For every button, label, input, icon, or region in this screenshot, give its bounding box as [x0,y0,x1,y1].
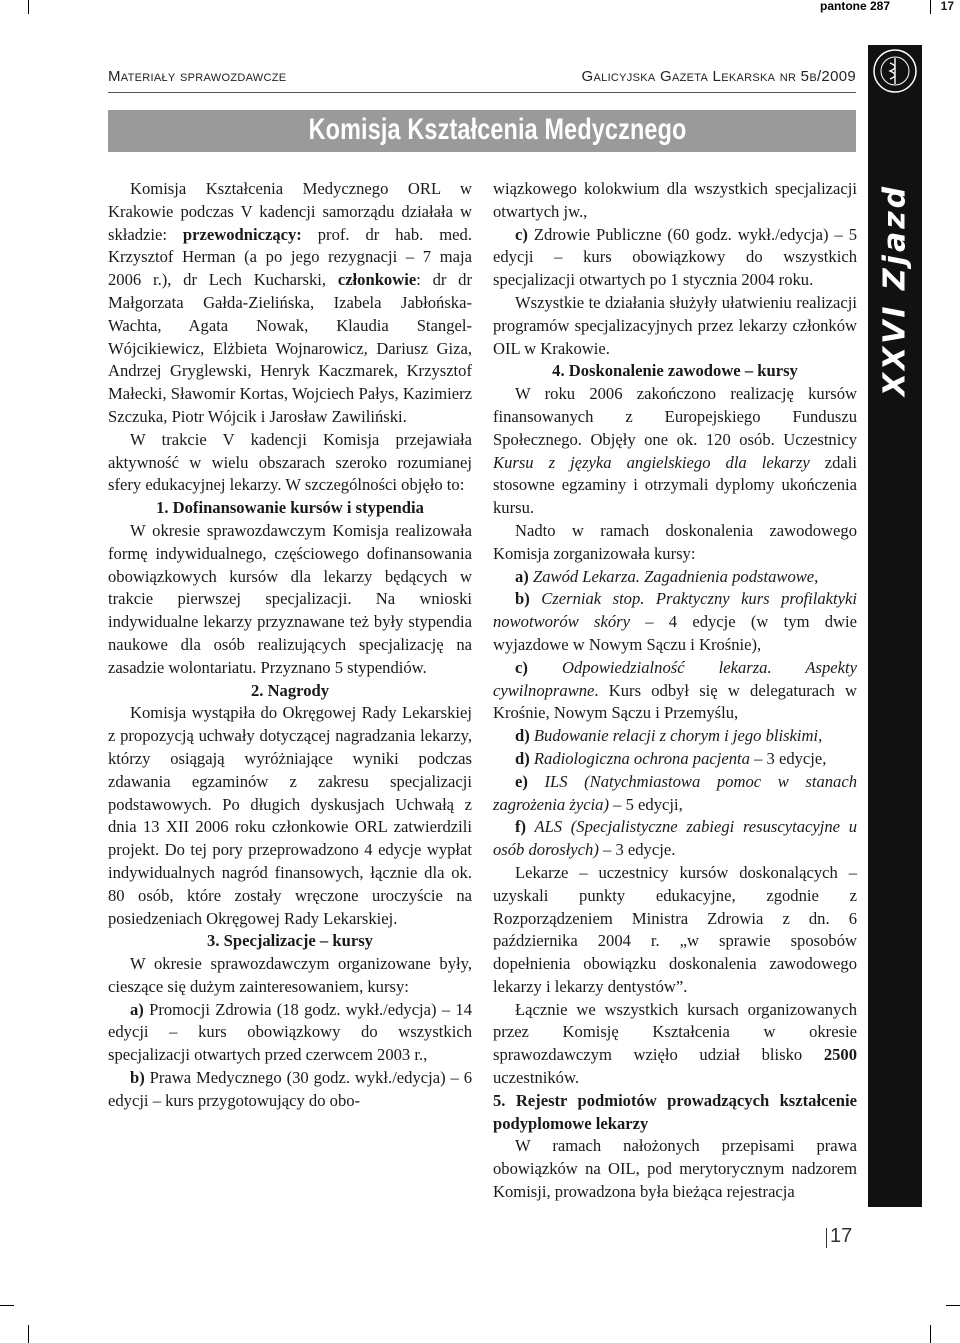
paragraph: W trakcie V kadencji Komisja przejawiała aktywność w wielu obszarach szeroko rozumianej sfery edukacyjnej lekarzy. W szczególności objęło to: [108,429,472,495]
list-item [493,816,857,862]
crop-mark [946,1305,960,1306]
text-run: ILS (Natychmiastowa pomoc w stanach zagrożenia życia) [493,771,857,814]
paragraph: W okresie sprawozdawczym Komisja realizowała formę indywidualnego, częściowego dofinansowania obowiązkowych kursów dla lekarzy będących w trakcie pierwszej specjalizacji. Na wnioski indywidualne lekarzy przyznawane też były stypendia naukowe dla osób realizujących specjalizację na zasadzie wolontariatu. Przyznano 5 stypendiów. [108,520,472,677]
list-label: d) [515,748,530,768]
section-heading: 4. Doskonalenie zawodowe – kursy [552,361,798,381]
text-run: Zawód Lekarza. Zagadnienia podstawowe, [528,566,819,586]
paragraph [493,383,857,520]
page-number-rule [826,1228,827,1248]
text-run: – 3 edycje, [749,748,827,768]
list-label: b) [515,589,530,609]
text-run: członkowie [337,270,417,290]
right-column [493,178,857,1204]
crop-mark [930,0,931,14]
text-run: Budowanie relacji z chorym i jego bliskimi, [529,726,823,746]
text-run: zdali stosowne egzaminy i otrzymali dyplomy ukończenia kursu. [493,452,857,518]
section-heading: 3. Specjalizacje – kursy [207,931,373,951]
text-run: prof. dr hab. med. Krzysztof Herman (a po jego rezygnacji – 7 maja 2006 r.), dr Lech Kucharski, [108,224,472,290]
list-label: c) [515,657,528,677]
text-run: Radiologiczna ochrona pacjenta [529,748,750,768]
crop-mark [28,0,29,14]
section-title: Komisja Kształcenia Medycznego [308,113,686,146]
paragraph: Nadto w ramach doskonalenia zawodowego Komisja zorganizowała kursy: [493,520,857,563]
list-label: a) [130,999,144,1019]
list-item [493,566,857,589]
text-run: . Kurs odbył się w delegaturach w Krośnie, Nowym Sączu i Przemyślu, [493,680,857,723]
text-run: – 3 edycje. [598,840,676,860]
running-head-right: Galicyjska Gazeta Lekarska nr 5b/2009 [581,68,856,85]
text-run: : dr dr Małgorzata Gałda-Zielińska, Izabela Jabłońska-Wachta, Agata Nowak, Klaudia Stangel-Wójcikiewicz, Elżbieta Wojnarowicz, Dariusz Giza, Andrzej Gryglewski, Henryk Kaczmarek, Krzysztof Małecki, Sławomir Kortas, Wojciech Pałys, Kazimierz Szczuka, Piotr Wójcik i Jarosław Zawiliński. [108,270,472,426]
list-label: d) [515,726,530,746]
section-banner [108,110,856,152]
text-run: Łącznie we wszystkich kursach organizowanych przez Komisję Kształcenia w okresie sprawozdawczym wzięło udział blisko [493,999,857,1065]
text-run: – 4 edycje (w tym dwie wyjazdowe w Nowym Sączu i Krośnie), [493,612,857,654]
list-item [108,1067,472,1113]
pantone-mark: pantone 287 [820,0,891,13]
chamber-seal-icon [872,48,918,94]
list-item [493,224,857,292]
text-run: 2500 [823,1045,857,1065]
text-run: Prawa Medycznego (30 godz. wykł./edycja) – 6 edycji – kurs przygotowujący do obo- [108,1068,472,1110]
text-run: przewodniczący: [182,224,302,244]
paragraph [493,999,857,1090]
text-run: Kursu z języka angielskiego dla lekarzy [493,452,810,472]
side-band-label: XXVI Zjazd [877,183,913,397]
paragraph: W ramach nałożonych przepisami prawa obowiązków na OIL, pod merytorycznym nadzorem Komisji, prowadzona była bieżąca rejestracja [493,1136,857,1202]
section-heading: 5. Rejestr podmiotów prowadzących kształcenie podyplomowe lekarzy [493,1090,857,1133]
paragraph: Komisja wystąpiła do Okręgowej Rady Lekarskiej z propozycją uchwały dotyczącej nagradzania lekarzy, którzy osiągają wyróżniające wyniki podczas zdawania egzaminów z zakresu specjalizacji podstawowych. Po długich dyskusjach Uchwałą z dnia 13 XII 2006 roku członkowie ORL zatwierdzili projekt. Do tej pory przeprowadzono 4 edycje wypłat indywidualnych nagród finansowych, łącznie dla ok. 80 osób, które zostały wręczone uroczyście na posiedzeniach Okręgowej Rady Lekarskiej. [108,703,472,928]
section-heading: 1. Dofinansowanie kursów i stypendia [156,498,424,518]
list-item [493,657,857,725]
list-label: a) [515,566,529,586]
text-run: W roku 2006 zakończono realizację kursów finansowanych z Europejskiego Funduszu Społecznego. Objęły one ok. 120 osób. Uczestnicy [493,384,857,449]
crop-mark [0,1305,14,1306]
page-number: 17 [830,1225,853,1247]
list-item [493,748,857,771]
list-item [108,999,472,1067]
crop-mark [28,1325,29,1343]
paragraph: wiązkowego kolokwium dla wszystkich specjalizacji otwartych jw., [493,179,857,221]
list-label: e) [515,771,528,791]
header-rule [108,92,856,93]
list-item [493,771,857,817]
list-label: c) [515,224,528,244]
text-run: ALS (Specjalistyczne zabiegi resuscytacyjne u osób dorosłych) [493,817,857,860]
crop-mark [930,1325,931,1343]
paragraph: Lekarze – uczestnicy kursów doskonalących – uzyskali punkty edukacyjne, zgodnie z Rozporządzeniem Ministra Zdrowia z dn. 6 października 2004 r. „w sprawie sposobów dopełnienia obowiązku doskonalenia zawodowego lekarzy i lekarzy dentystów”. [493,862,857,996]
paragraph: W okresie sprawozdawczym organizowane były, cieszące się dużym zainteresowaniem, kursy: [108,954,472,996]
left-column [108,178,472,1113]
text-run: Komisja Kształcenia Medycznego ORL w Krakowie podczas V kadencji samorządu działała w składzie: [108,179,472,244]
list-label: f) [515,817,527,837]
text-run: Odpowiedzialność lekarza. Aspekty cywilnoprawne [493,657,857,700]
running-head-left: Materiały sprawozdawcze [108,68,287,85]
text-run: uczestników. [493,1068,580,1088]
text-run: Zdrowie Publiczne (60 godz. wykł./edycja) – 5 edycji – kurs obowiązkowy do wszystkich specjalizacji otwartych po 1 stycznia 2004 roku. [493,224,857,290]
section-heading: 2. Nagrody [250,680,330,700]
list-item [493,725,857,748]
text-run: Promocji Zdrowia (18 godz. wykł./edycja) – 14 edycji – kurs obowiązkowy do wszystkich specjalizacji otwartych przed czerwcem 2003 r., [108,999,472,1065]
intro-paragraph [108,178,472,429]
text-run: – 5 edycji, [609,794,683,814]
paragraph: Wszystkie te działania służyły ułatwieniu realizacji programów specjalizacyjnych przez lekarzy członków OIL w Krakowie. [493,292,857,358]
list-label: b) [130,1068,145,1088]
text-run: Czerniak stop. Praktyczny kurs profilaktyki nowotworów skóry [493,589,857,632]
list-item [493,588,857,656]
print-page-number: 17 [940,0,954,13]
